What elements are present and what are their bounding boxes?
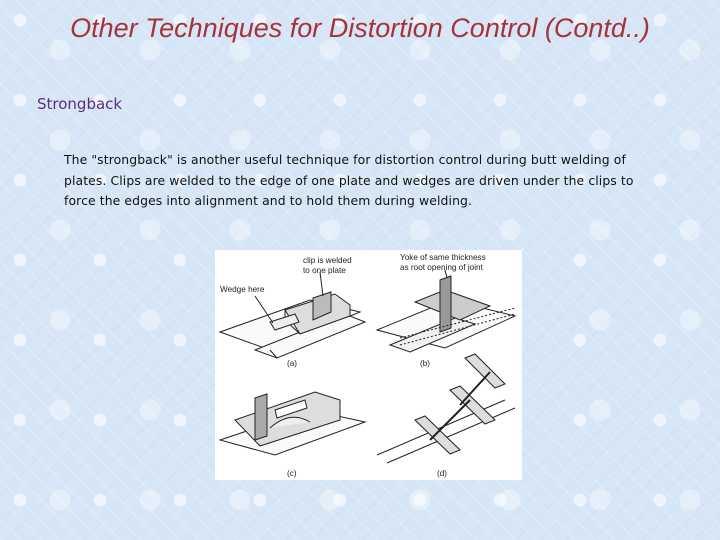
- panel-label-a: (a): [287, 359, 298, 368]
- clip-callout-line1: clip is welded: [303, 256, 352, 265]
- yoke-callout-line2: as root opening of joint: [400, 263, 483, 272]
- panel-label-b: (b): [420, 359, 431, 368]
- panel-c-drawing: [220, 392, 365, 455]
- strongback-figure: [215, 250, 522, 480]
- panel-label-d: (d): [437, 469, 448, 478]
- strongback-diagram: [215, 250, 522, 480]
- panel-d-drawing: [377, 354, 515, 463]
- wedge-callout: Wedge here: [220, 285, 265, 294]
- body-paragraph: The "strongback" is another useful technique for distortion control during butt welding of plates. Clips are welded to the edge of one plate and wedges are driven under the clips to force the edges into alignment and to hold them during welding.: [64, 152, 634, 208]
- slide-title: Other Techniques for Distortion Control (Contd..): [70, 13, 650, 43]
- clip-callout-line2: to one plate: [303, 266, 346, 275]
- panel-b-drawing: [377, 270, 515, 352]
- panel-label-c: (c): [287, 469, 297, 478]
- yoke-callout-line1: Yoke of same thickness: [400, 253, 486, 262]
- section-heading: Strongback: [37, 95, 123, 113]
